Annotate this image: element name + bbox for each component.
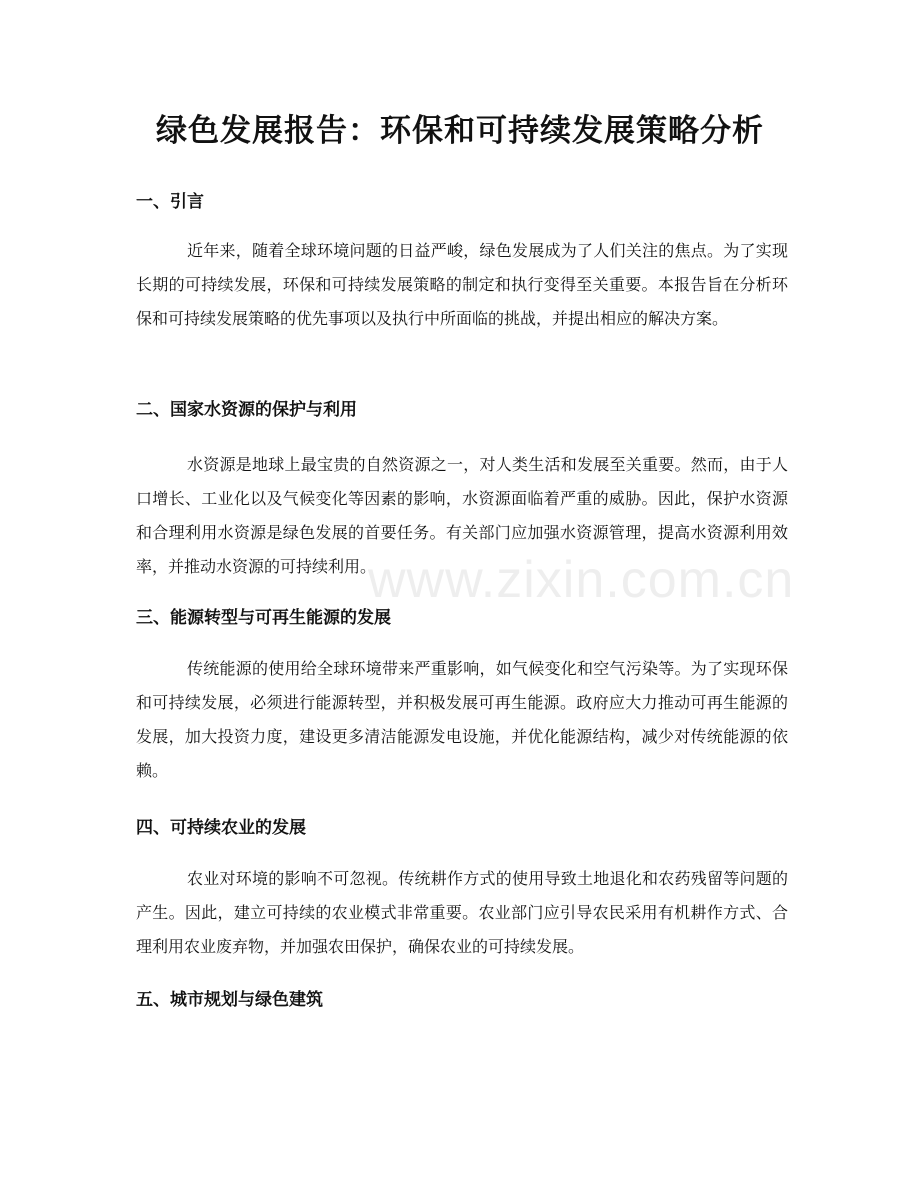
section-heading-energy: 三、能源转型与可再生能源的发展: [136, 608, 391, 628]
section-heading-water: 二、国家水资源的保护与利用: [136, 400, 357, 420]
section-heading-intro: 一、引言: [136, 192, 204, 212]
section-heading-urban: 五、城市规划与绿色建筑: [136, 990, 323, 1010]
section-paragraph-intro: 近年来，随着全球环境问题的日益严峻，绿色发展成为了人们关注的焦点。为了实现长期的可持续发展，环保和可持续发展策略的制定和执行变得至关重要。本报告旨在分析环保和可持续发展策略的优先事项以及执行中所面临的挑战，并提出相应的解决方案。: [136, 241, 788, 328]
watermark: www.zixin.com.cn: [368, 551, 795, 609]
section-paragraph-energy: 传统能源的使用给全球环境带来严重影响，如气候变化和空气污染等。为了实现环保和可持续发展，必须进行能源转型，并积极发展可再生能源。政府应大力推动可再生能源的发展，加大投资力度，建设更多清洁能源发电设施，并优化能源结构，减少对传统能源的依赖。: [136, 659, 788, 780]
section-heading-agriculture: 四、可持续农业的发展: [136, 818, 306, 838]
section-paragraph-agriculture: 农业对环境的影响不可忽视。传统耕作方式的使用导致土地退化和农药残留等问题的产生。因此，建立可持续的农业模式非常重要。农业部门应引导农民采用有机耕作方式、合理利用农业废弃物，并加强农田保护，确保农业的可持续发展。: [136, 869, 788, 956]
section-paragraph-water: 水资源是地球上最宝贵的自然资源之一，对人类生活和发展至关重要。然而，由于人口增长、工业化以及气候变化等因素的影响，水资源面临着严重的威胁。因此，保护水资源和合理利用水资源是绿色发展的首要任务。有关部门应加强水资源管理，提高水资源利用效率，并推动水资源的可持续利用。: [136, 455, 788, 576]
document-title: 绿色发展报告：环保和可持续发展策略分析: [156, 113, 764, 149]
